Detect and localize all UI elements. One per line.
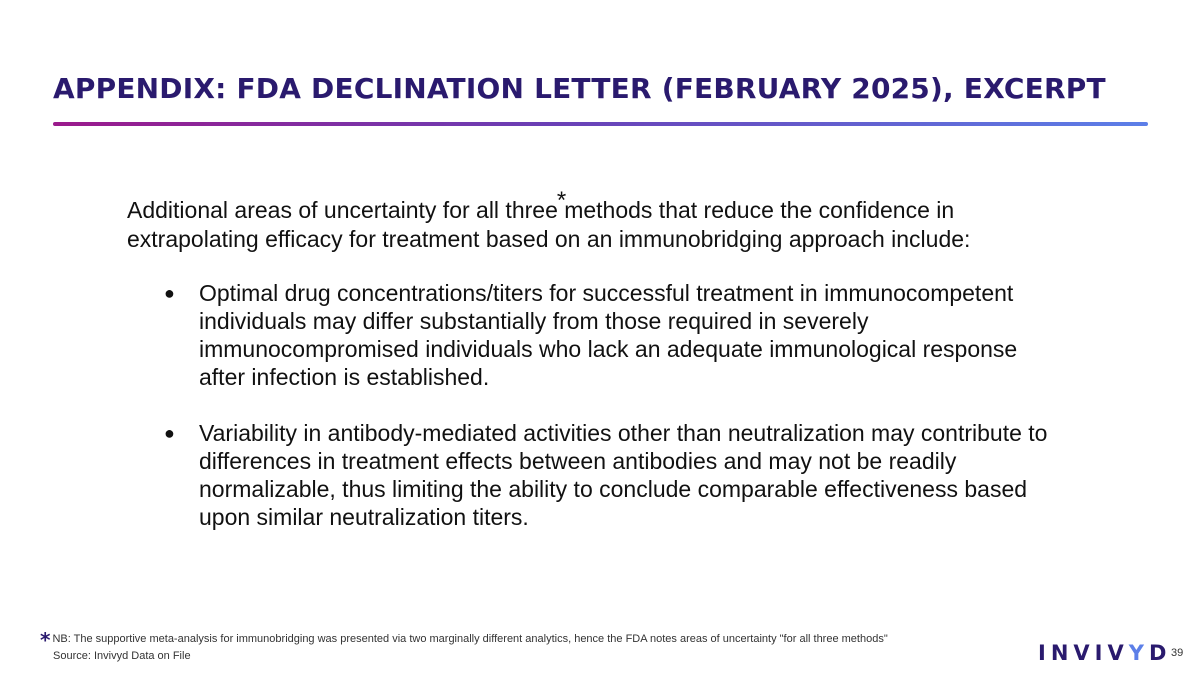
list-item-text: Optimal drug concentrations/titers for successful treatment in immunocompetent individuals may differ substantially from those required in severely immunocompromised individuals who lack an adequate immunological response after infection is established. bbox=[199, 280, 1018, 390]
bullet-icon: ● bbox=[164, 283, 175, 303]
page-number: 39 bbox=[1171, 647, 1184, 659]
letter-excerpt bbox=[127, 187, 1067, 559]
asterisk-marker: * bbox=[556, 187, 567, 214]
logo-text-start: INVIV bbox=[1038, 641, 1129, 665]
source-note: Source: Invivyd Data on File bbox=[53, 650, 191, 662]
logo-text-end: D bbox=[1148, 641, 1172, 665]
logo-accent-letter: Y bbox=[1128, 641, 1149, 665]
footnote-text: NB: The supportive meta-analysis for immunobridging was presented via two marginally different analytics, hence the FDA notes areas of uncertainty "for all three methods" bbox=[52, 633, 888, 645]
title-divider bbox=[53, 122, 1148, 126]
uncertainty-list bbox=[127, 279, 1067, 531]
asterisk-icon: * bbox=[40, 628, 51, 652]
list-item-text: Variability in antibody-mediated activities other than neutralization may contribute to differences in treatment effects between antibodies and may not be readily normalizable, thus limiting the ability to conclude comparable effectiveness based upon similar neutralization titers. bbox=[199, 420, 1048, 530]
excerpt-intro bbox=[127, 187, 1067, 253]
bullet-icon: ● bbox=[164, 423, 175, 443]
footnote bbox=[40, 623, 888, 652]
page-title: APPENDIX: FDA DECLINATION LETTER (FEBRUARY 2025), EXCERPT bbox=[53, 72, 1106, 105]
list-item bbox=[127, 279, 1067, 391]
excerpt-intro-text: Additional areas of uncertainty for all three bbox=[127, 197, 558, 223]
company-logo bbox=[1038, 641, 1171, 665]
list-item bbox=[127, 419, 1067, 531]
excerpt-intro-text-continued: methods that reduce the confidence in extrapolating efficacy for treatment based on an immunobridging approach include: bbox=[127, 197, 971, 252]
